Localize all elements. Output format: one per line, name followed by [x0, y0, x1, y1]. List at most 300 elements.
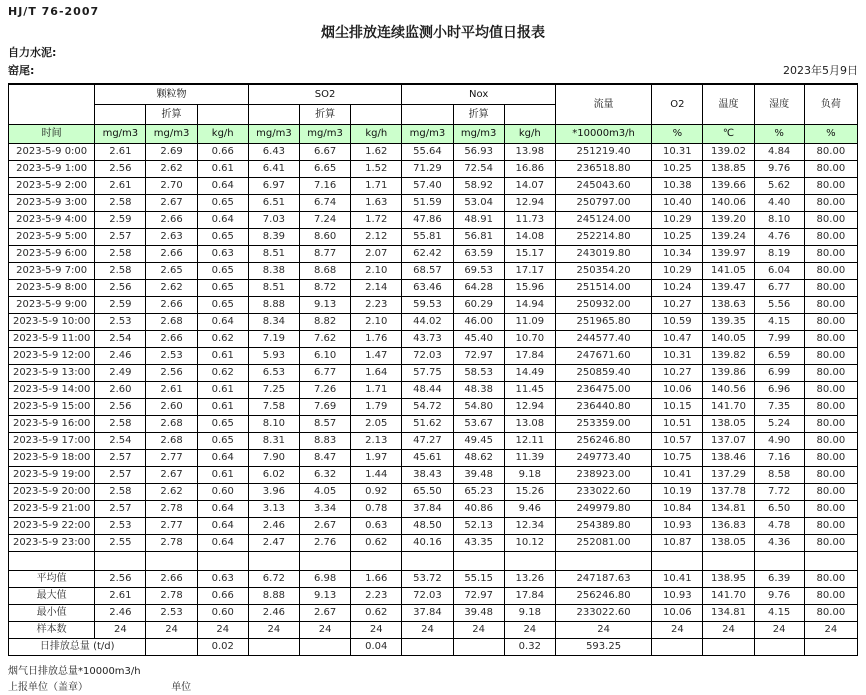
- value-cell: 4.76: [754, 229, 804, 246]
- value-cell: 80.00: [804, 571, 857, 588]
- empty-cell: [703, 552, 754, 571]
- value-cell: 80.00: [804, 246, 857, 263]
- value-cell: 48.44: [402, 382, 453, 399]
- signature-line: [8, 681, 858, 695]
- value-cell: 16.86: [504, 161, 555, 178]
- value-cell: 15.96: [504, 280, 555, 297]
- summary-label-cell: 最小值: [9, 605, 95, 622]
- value-cell: 2.60: [146, 399, 197, 416]
- group-header-row: [9, 84, 858, 105]
- value-cell: 7.03: [248, 212, 299, 229]
- blank-cell: [402, 105, 453, 125]
- value-cell: 51.62: [402, 416, 453, 433]
- time-cell: 2023-5-9 12:00: [9, 348, 95, 365]
- value-cell: 4.78: [754, 518, 804, 535]
- table-row: [9, 382, 858, 399]
- time-cell: 2023-5-9 11:00: [9, 331, 95, 348]
- empty-cell: [754, 552, 804, 571]
- table-row: [9, 416, 858, 433]
- value-cell: 10.41: [652, 467, 703, 484]
- value-cell: 250859.40: [555, 365, 651, 382]
- unit-cell: kg/h: [504, 125, 555, 144]
- value-cell: 71.29: [402, 161, 453, 178]
- value-cell: 10.06: [652, 382, 703, 399]
- value-cell: 2.61: [95, 178, 146, 195]
- value-cell: 24: [804, 622, 857, 639]
- value-cell: 39.48: [453, 605, 504, 622]
- value-cell: 2.46: [248, 605, 299, 622]
- value-cell: 5.24: [754, 416, 804, 433]
- value-cell: 2.13: [351, 433, 402, 450]
- value-cell: 2.66: [146, 212, 197, 229]
- value-cell: 2.07: [351, 246, 402, 263]
- value-cell: 139.20: [703, 212, 754, 229]
- unit-cell: kg/h: [197, 125, 248, 144]
- value-cell: 249979.80: [555, 501, 651, 518]
- value-cell: 80.00: [804, 280, 857, 297]
- table-row: [9, 399, 858, 416]
- value-cell: 5.62: [754, 178, 804, 195]
- value-cell: 7.90: [248, 450, 299, 467]
- value-cell: 2.56: [95, 280, 146, 297]
- value-cell: 80.00: [804, 484, 857, 501]
- value-cell: [652, 639, 703, 656]
- value-cell: 15.26: [504, 484, 555, 501]
- value-cell: 2.66: [146, 331, 197, 348]
- value-cell: 12.94: [504, 399, 555, 416]
- blank-cell: [197, 105, 248, 125]
- value-cell: 6.77: [300, 365, 351, 382]
- value-cell: 8.88: [248, 588, 299, 605]
- empty-cell: [300, 552, 351, 571]
- value-cell: 80.00: [804, 297, 857, 314]
- value-cell: 1.64: [351, 365, 402, 382]
- value-cell: 54.80: [453, 399, 504, 416]
- value-cell: 2.53: [146, 605, 197, 622]
- value-cell: 139.97: [703, 246, 754, 263]
- value-cell: 72.97: [453, 348, 504, 365]
- value-cell: 254389.80: [555, 518, 651, 535]
- time-cell: 2023-5-9 5:00: [9, 229, 95, 246]
- table-row: [9, 365, 858, 382]
- value-cell: 7.99: [754, 331, 804, 348]
- page-title: 烟尘排放连续监测小时平均值日报表: [321, 25, 545, 41]
- value-cell: 51.59: [402, 195, 453, 212]
- value-cell: 252081.00: [555, 535, 651, 552]
- value-cell: 4.90: [754, 433, 804, 450]
- value-cell: 137.29: [703, 467, 754, 484]
- value-cell: 2.78: [146, 501, 197, 518]
- value-cell: [300, 639, 351, 656]
- value-cell: 4.15: [754, 605, 804, 622]
- value-cell: 2.55: [95, 535, 146, 552]
- empty-cell: [197, 552, 248, 571]
- value-cell: 11.73: [504, 212, 555, 229]
- value-cell: 24: [754, 622, 804, 639]
- value-cell: 14.07: [504, 178, 555, 195]
- value-cell: 9.46: [504, 501, 555, 518]
- company-label: 自力水泥:: [8, 46, 57, 59]
- value-cell: 53.72: [402, 571, 453, 588]
- value-cell: 72.03: [402, 588, 453, 605]
- value-cell: 0.63: [197, 246, 248, 263]
- table-row: [9, 518, 858, 535]
- value-cell: 6.04: [754, 263, 804, 280]
- value-cell: 11.09: [504, 314, 555, 331]
- value-cell: 0.62: [351, 535, 402, 552]
- station-label: 窑尾:: [8, 64, 35, 77]
- value-cell: 17.84: [504, 588, 555, 605]
- value-cell: 2.46: [95, 348, 146, 365]
- empty-cell: [95, 552, 146, 571]
- value-cell: 2.66: [146, 246, 197, 263]
- value-cell: 3.13: [248, 501, 299, 518]
- value-cell: 24: [402, 622, 453, 639]
- value-cell: 57.40: [402, 178, 453, 195]
- value-cell: 80.00: [804, 467, 857, 484]
- value-cell: 0.04: [351, 639, 402, 656]
- time-cell: 2023-5-9 19:00: [9, 467, 95, 484]
- value-cell: 80.00: [804, 518, 857, 535]
- value-cell: 10.06: [652, 605, 703, 622]
- table-row: [9, 280, 858, 297]
- value-cell: 1.66: [351, 571, 402, 588]
- value-cell: 1.72: [351, 212, 402, 229]
- value-cell: 8.51: [248, 280, 299, 297]
- so2-group-header: SO2: [248, 84, 402, 105]
- time-cell: 2023-5-9 13:00: [9, 365, 95, 382]
- value-cell: 136.83: [703, 518, 754, 535]
- value-cell: 2.68: [146, 433, 197, 450]
- value-cell: 60.29: [453, 297, 504, 314]
- value-cell: 10.31: [652, 348, 703, 365]
- value-cell: 10.51: [652, 416, 703, 433]
- value-cell: 8.47: [300, 450, 351, 467]
- value-cell: 58.92: [453, 178, 504, 195]
- value-cell: 8.58: [754, 467, 804, 484]
- value-cell: 2.67: [300, 605, 351, 622]
- value-cell: 6.96: [754, 382, 804, 399]
- humidity-header: 湿度: [754, 84, 804, 125]
- value-cell: 0.64: [197, 178, 248, 195]
- value-cell: 2.57: [95, 450, 146, 467]
- value-cell: 63.59: [453, 246, 504, 263]
- unit-cell: *10000m3/h: [555, 125, 651, 144]
- value-cell: 6.67: [300, 144, 351, 161]
- spacer-row: [9, 552, 858, 571]
- value-cell: 8.10: [248, 416, 299, 433]
- value-cell: 0.64: [197, 450, 248, 467]
- value-cell: 2.59: [95, 297, 146, 314]
- value-cell: 63.46: [402, 280, 453, 297]
- value-cell: 80.00: [804, 433, 857, 450]
- value-cell: 2.46: [248, 518, 299, 535]
- value-cell: 24: [555, 622, 651, 639]
- value-cell: 0.65: [197, 280, 248, 297]
- units-header-row: [9, 125, 858, 144]
- value-cell: 0.92: [351, 484, 402, 501]
- value-cell: 256246.80: [555, 433, 651, 450]
- value-cell: 6.59: [754, 348, 804, 365]
- value-cell: 2.62: [146, 161, 197, 178]
- value-cell: 80.00: [804, 144, 857, 161]
- value-cell: 137.07: [703, 433, 754, 450]
- value-cell: 65.23: [453, 484, 504, 501]
- value-cell: 0.78: [351, 501, 402, 518]
- value-cell: 65.50: [402, 484, 453, 501]
- value-cell: 138.95: [703, 571, 754, 588]
- value-cell: 10.84: [652, 501, 703, 518]
- table-row: [9, 195, 858, 212]
- value-cell: 2.53: [95, 518, 146, 535]
- value-cell: 1.52: [351, 161, 402, 178]
- value-cell: 6.51: [248, 195, 299, 212]
- value-cell: 47.27: [402, 433, 453, 450]
- unit-cell: %: [754, 125, 804, 144]
- value-cell: 17.17: [504, 263, 555, 280]
- value-cell: 4.15: [754, 314, 804, 331]
- value-cell: 6.72: [248, 571, 299, 588]
- time-cell: 2023-5-9 23:00: [9, 535, 95, 552]
- value-cell: 7.16: [300, 178, 351, 195]
- value-cell: 48.62: [453, 450, 504, 467]
- value-cell: 4.05: [300, 484, 351, 501]
- value-cell: 0.63: [351, 518, 402, 535]
- value-cell: [703, 639, 754, 656]
- value-cell: 138.05: [703, 416, 754, 433]
- value-cell: 80.00: [804, 212, 857, 229]
- value-cell: 14.08: [504, 229, 555, 246]
- value-cell: 47.86: [402, 212, 453, 229]
- summary-row: [9, 622, 858, 639]
- table-row: [9, 484, 858, 501]
- standard-number: HJ/T 76-2007: [8, 5, 100, 18]
- unit-cell: mg/m3: [453, 125, 504, 144]
- value-cell: 56.81: [453, 229, 504, 246]
- value-cell: 2.56: [95, 571, 146, 588]
- value-cell: 236440.80: [555, 399, 651, 416]
- value-cell: 8.10: [754, 212, 804, 229]
- value-cell: 8.19: [754, 246, 804, 263]
- value-cell: 80.00: [804, 605, 857, 622]
- value-cell: 6.39: [754, 571, 804, 588]
- value-cell: 38.43: [402, 467, 453, 484]
- value-cell: 17.84: [504, 348, 555, 365]
- unit-cell: mg/m3: [95, 125, 146, 144]
- value-cell: 245124.00: [555, 212, 651, 229]
- value-cell: 1.71: [351, 178, 402, 195]
- value-cell: 12.34: [504, 518, 555, 535]
- temperature-header: 温度: [703, 84, 754, 125]
- value-cell: 139.66: [703, 178, 754, 195]
- unit-cell: %: [652, 125, 703, 144]
- value-cell: 2.14: [351, 280, 402, 297]
- value-cell: 139.35: [703, 314, 754, 331]
- value-cell: 55.64: [402, 144, 453, 161]
- value-cell: 48.38: [453, 382, 504, 399]
- value-cell: 24: [95, 622, 146, 639]
- value-cell: 80.00: [804, 588, 857, 605]
- value-cell: 247671.60: [555, 348, 651, 365]
- empty-cell: [804, 552, 857, 571]
- value-cell: 139.02: [703, 144, 754, 161]
- value-cell: 2.66: [146, 297, 197, 314]
- time-cell: 2023-5-9 10:00: [9, 314, 95, 331]
- daily-total-label-cell: 日排放总量 (t/d): [9, 639, 146, 656]
- value-cell: 2.69: [146, 144, 197, 161]
- summary-label-cell: 平均值: [9, 571, 95, 588]
- blank-cell: [504, 105, 555, 125]
- value-cell: 2.58: [95, 195, 146, 212]
- value-cell: 10.57: [652, 433, 703, 450]
- value-cell: 8.68: [300, 263, 351, 280]
- value-cell: 2.54: [95, 433, 146, 450]
- value-cell: 247187.63: [555, 571, 651, 588]
- value-cell: 9.76: [754, 161, 804, 178]
- blank-cell: [248, 105, 299, 125]
- empty-cell: [453, 552, 504, 571]
- summary-row: [9, 588, 858, 605]
- value-cell: 43.73: [402, 331, 453, 348]
- unit-label: 单位: [171, 682, 192, 693]
- value-cell: [402, 639, 453, 656]
- value-cell: 55.81: [402, 229, 453, 246]
- table-row: [9, 263, 858, 280]
- value-cell: 250354.20: [555, 263, 651, 280]
- value-cell: 2.76: [300, 535, 351, 552]
- value-cell: 0.66: [197, 144, 248, 161]
- value-cell: 236518.80: [555, 161, 651, 178]
- unit-cell: ℃: [703, 125, 754, 144]
- value-cell: 9.18: [504, 467, 555, 484]
- value-cell: 0.61: [197, 382, 248, 399]
- time-cell: 2023-5-9 1:00: [9, 161, 95, 178]
- value-cell: 12.94: [504, 195, 555, 212]
- time-cell: 2023-5-9 8:00: [9, 280, 95, 297]
- value-cell: 2.10: [351, 314, 402, 331]
- value-cell: 10.19: [652, 484, 703, 501]
- value-cell: 10.87: [652, 535, 703, 552]
- empty-cell: [248, 552, 299, 571]
- value-cell: 2.61: [95, 588, 146, 605]
- value-cell: 9.13: [300, 588, 351, 605]
- value-cell: 140.05: [703, 331, 754, 348]
- value-cell: 0.62: [197, 365, 248, 382]
- value-cell: 251965.80: [555, 314, 651, 331]
- value-cell: 6.65: [300, 161, 351, 178]
- value-cell: 2.61: [95, 144, 146, 161]
- value-cell: 10.15: [652, 399, 703, 416]
- value-cell: 1.76: [351, 331, 402, 348]
- time-cell: 2023-5-9 22:00: [9, 518, 95, 535]
- value-cell: 14.49: [504, 365, 555, 382]
- value-cell: 1.79: [351, 399, 402, 416]
- value-cell: 245043.60: [555, 178, 651, 195]
- time-cell: 2023-5-9 14:00: [9, 382, 95, 399]
- value-cell: 4.36: [754, 535, 804, 552]
- value-cell: 24: [248, 622, 299, 639]
- value-cell: 0.64: [197, 314, 248, 331]
- value-cell: 46.00: [453, 314, 504, 331]
- value-cell: 24: [703, 622, 754, 639]
- value-cell: 80.00: [804, 229, 857, 246]
- value-cell: 236475.00: [555, 382, 651, 399]
- value-cell: 6.41: [248, 161, 299, 178]
- value-cell: 0.61: [197, 467, 248, 484]
- time-cell: 2023-5-9 4:00: [9, 212, 95, 229]
- value-cell: 1.71: [351, 382, 402, 399]
- value-cell: 593.25: [555, 639, 651, 656]
- empty-cell: [652, 552, 703, 571]
- value-cell: 6.99: [754, 365, 804, 382]
- value-cell: 138.46: [703, 450, 754, 467]
- value-cell: 7.24: [300, 212, 351, 229]
- table-row: [9, 450, 858, 467]
- value-cell: 8.60: [300, 229, 351, 246]
- value-cell: 80.00: [804, 365, 857, 382]
- value-cell: 0.61: [197, 161, 248, 178]
- value-cell: 2.78: [146, 535, 197, 552]
- value-cell: 0.64: [197, 212, 248, 229]
- value-cell: 2.63: [146, 229, 197, 246]
- value-cell: 141.05: [703, 263, 754, 280]
- value-cell: 10.47: [652, 331, 703, 348]
- value-cell: 10.70: [504, 331, 555, 348]
- value-cell: 2.57: [95, 501, 146, 518]
- value-cell: 134.81: [703, 605, 754, 622]
- value-cell: 7.19: [248, 331, 299, 348]
- value-cell: [754, 639, 804, 656]
- value-cell: 10.27: [652, 297, 703, 314]
- value-cell: 6.53: [248, 365, 299, 382]
- value-cell: 14.94: [504, 297, 555, 314]
- value-cell: 2.58: [95, 484, 146, 501]
- time-cell: 2023-5-9 16:00: [9, 416, 95, 433]
- time-cell: 2023-5-9 3:00: [9, 195, 95, 212]
- time-cell: 2023-5-9 6:00: [9, 246, 95, 263]
- empty-cell: [402, 552, 453, 571]
- value-cell: 2.62: [146, 484, 197, 501]
- value-cell: 2.61: [146, 382, 197, 399]
- value-cell: 2.67: [146, 467, 197, 484]
- value-cell: 44.02: [402, 314, 453, 331]
- value-cell: 4.84: [754, 144, 804, 161]
- value-cell: 7.58: [248, 399, 299, 416]
- value-cell: 80.00: [804, 399, 857, 416]
- value-cell: 10.40: [652, 195, 703, 212]
- value-cell: 0.32: [504, 639, 555, 656]
- value-cell: 0.66: [197, 588, 248, 605]
- value-cell: 68.57: [402, 263, 453, 280]
- value-cell: 139.86: [703, 365, 754, 382]
- unit-cell: mg/m3: [146, 125, 197, 144]
- value-cell: 40.16: [402, 535, 453, 552]
- value-cell: 0.61: [197, 399, 248, 416]
- value-cell: 80.00: [804, 263, 857, 280]
- value-cell: 10.25: [652, 161, 703, 178]
- value-cell: 137.78: [703, 484, 754, 501]
- value-cell: 0.62: [351, 605, 402, 622]
- empty-cell: [351, 552, 402, 571]
- value-cell: 52.13: [453, 518, 504, 535]
- value-cell: 10.29: [652, 212, 703, 229]
- value-cell: 54.72: [402, 399, 453, 416]
- value-cell: 0.65: [197, 433, 248, 450]
- time-cell: 2023-5-9 21:00: [9, 501, 95, 518]
- value-cell: 238923.00: [555, 467, 651, 484]
- value-cell: 243019.80: [555, 246, 651, 263]
- value-cell: 6.74: [300, 195, 351, 212]
